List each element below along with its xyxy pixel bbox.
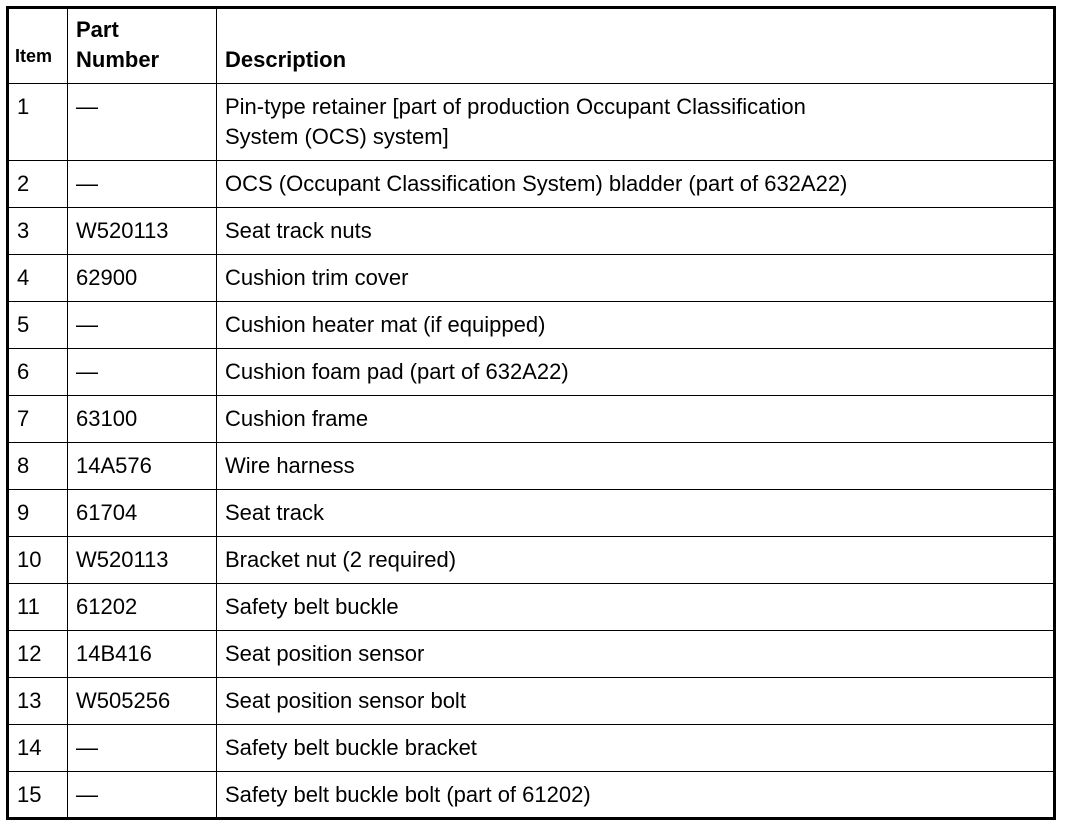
part-number-cell: — bbox=[68, 84, 217, 161]
description-cell: Safety belt buckle bracket bbox=[217, 725, 1055, 772]
item-cell: 9 bbox=[8, 490, 68, 537]
item-cell: 2 bbox=[8, 161, 68, 208]
part-number-cell: — bbox=[68, 725, 217, 772]
item-cell: 1 bbox=[8, 84, 68, 161]
description-cell: Seat track nuts bbox=[217, 208, 1055, 255]
part-number-cell: 62900 bbox=[68, 255, 217, 302]
part-number-cell: 14A576 bbox=[68, 443, 217, 490]
table-row bbox=[8, 161, 1055, 208]
table-row bbox=[8, 396, 1055, 443]
part-number-header-line1: Part bbox=[76, 17, 119, 42]
table-row bbox=[8, 772, 1055, 819]
item-cell: 3 bbox=[8, 208, 68, 255]
description-cell: Seat track bbox=[217, 490, 1055, 537]
parts-table bbox=[6, 6, 1056, 820]
part-number-cell: — bbox=[68, 161, 217, 208]
item-cell: 5 bbox=[8, 302, 68, 349]
item-cell: 15 bbox=[8, 772, 68, 819]
table-row bbox=[8, 84, 1055, 161]
part-number-cell: 63100 bbox=[68, 396, 217, 443]
table-row bbox=[8, 678, 1055, 725]
part-number-cell: — bbox=[68, 772, 217, 819]
description-cell: Cushion foam pad (part of 632A22) bbox=[217, 349, 1055, 396]
description-cell: Seat position sensor bbox=[217, 631, 1055, 678]
part-number-cell: W505256 bbox=[68, 678, 217, 725]
item-cell: 14 bbox=[8, 725, 68, 772]
item-column-header: Item bbox=[8, 8, 68, 84]
table-row bbox=[8, 584, 1055, 631]
part-number-cell: — bbox=[68, 349, 217, 396]
table-row bbox=[8, 537, 1055, 584]
description-cell: Pin-type retainer [part of production Occupant Classification System (OCS) system] bbox=[217, 84, 1055, 161]
description-cell: Seat position sensor bolt bbox=[217, 678, 1055, 725]
description-cell: Cushion heater mat (if equipped) bbox=[217, 302, 1055, 349]
table-row bbox=[8, 725, 1055, 772]
part-number-cell: W520113 bbox=[68, 208, 217, 255]
description-column-header: Description bbox=[217, 8, 1055, 84]
item-cell: 7 bbox=[8, 396, 68, 443]
table-row bbox=[8, 443, 1055, 490]
part-number-cell: 61704 bbox=[68, 490, 217, 537]
table-row bbox=[8, 208, 1055, 255]
item-cell: 8 bbox=[8, 443, 68, 490]
item-cell: 4 bbox=[8, 255, 68, 302]
description-cell: Wire harness bbox=[217, 443, 1055, 490]
description-cell: Cushion frame bbox=[217, 396, 1055, 443]
description-cell: Safety belt buckle bbox=[217, 584, 1055, 631]
table-row bbox=[8, 490, 1055, 537]
item-cell: 13 bbox=[8, 678, 68, 725]
item-cell: 12 bbox=[8, 631, 68, 678]
part-number-cell: — bbox=[68, 302, 217, 349]
part-number-header-line2: Number bbox=[76, 47, 160, 72]
item-cell: 10 bbox=[8, 537, 68, 584]
table-row bbox=[8, 255, 1055, 302]
table-body bbox=[8, 84, 1055, 819]
item-cell: 6 bbox=[8, 349, 68, 396]
part-number-cell: 61202 bbox=[68, 584, 217, 631]
part-number-cell: W520113 bbox=[68, 537, 217, 584]
table-row bbox=[8, 349, 1055, 396]
header-row bbox=[8, 8, 1055, 84]
table-row bbox=[8, 302, 1055, 349]
table-row bbox=[8, 631, 1055, 678]
description-cell: Cushion trim cover bbox=[217, 255, 1055, 302]
part-number-column-header bbox=[68, 8, 217, 84]
part-number-cell: 14B416 bbox=[68, 631, 217, 678]
item-cell: 11 bbox=[8, 584, 68, 631]
description-cell: Bracket nut (2 required) bbox=[217, 537, 1055, 584]
description-cell: OCS (Occupant Classification System) bladder (part of 632A22) bbox=[217, 161, 1055, 208]
description-cell: Safety belt buckle bolt (part of 61202) bbox=[217, 772, 1055, 819]
